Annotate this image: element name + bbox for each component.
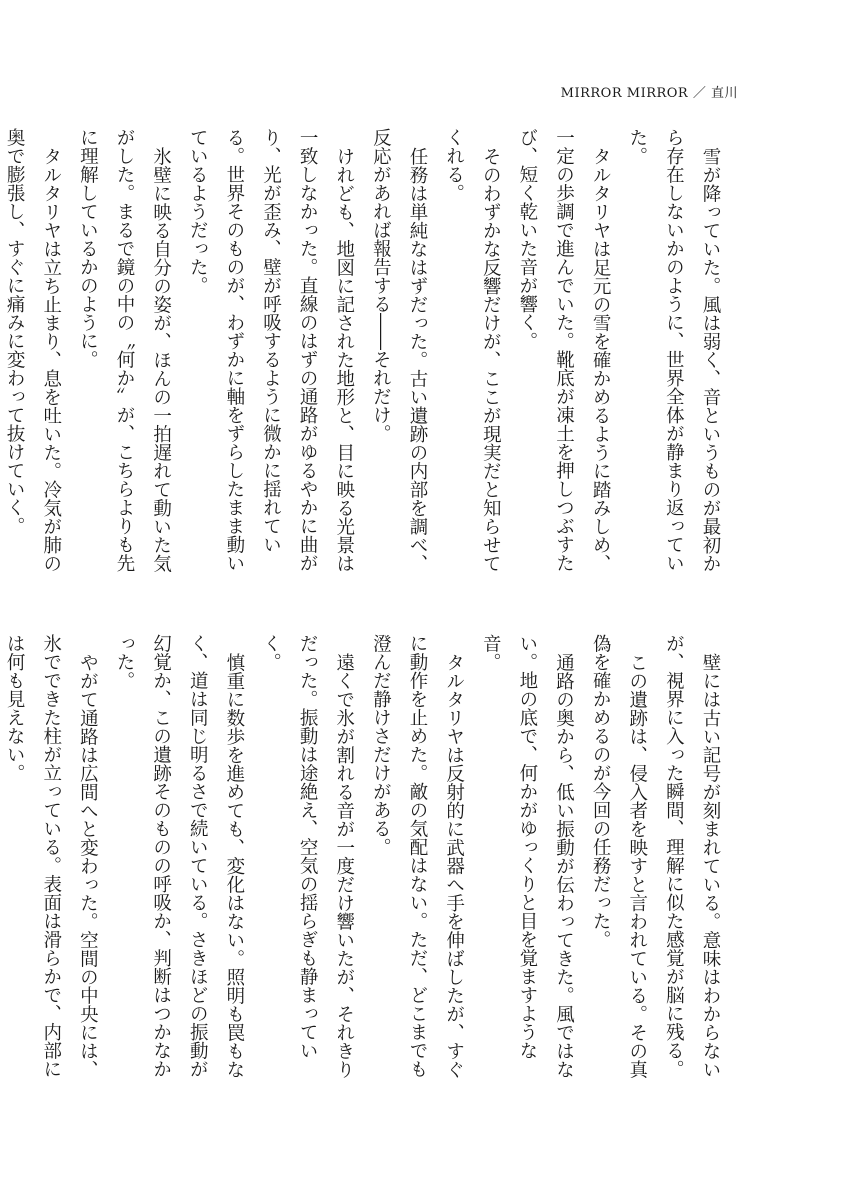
paragraph: 雪が降っていた。風は弱く、音というものが最初から存在しないかのように、世界全体が静まり返っていた。: [626, 128, 721, 572]
paragraph: タルタリヤは立ち止まり、息を吐いた。冷気が肺の奥で膨張し、すぐに痛みに変わって抜けていく。: [4, 128, 62, 572]
running-header: MIRROR MIRROR ／ 直川: [560, 86, 738, 101]
paragraph: やがて通路は広間へと変わった。空間の中央には、氷でできた柱が立っている。表面は滑らかで、内部には何も見えない。: [4, 634, 99, 1078]
paragraph: タルタリヤは足元の雪を確かめるように踏みしめ、一定の歩調で進んでいた。靴底が凍土を押しつぶすたび、短く乾いた音が響く。: [516, 128, 612, 572]
paragraph: そのわずかな反響だけが、ここが現実だと知らせてくれる。: [443, 128, 502, 572]
upper-text-block: [4, 128, 728, 590]
lower-text-block: [4, 634, 728, 1096]
paragraph: 任務は単純なはずだった。古い遺跡の内部を調べ、反応があれば報告する――それだけ。: [370, 128, 428, 572]
paragraph: この遺跡は、侵入者を映すと言われている。その真偽を確かめるのが今回の任務だった。: [590, 634, 648, 1078]
paragraph: 氷壁に映る自分の姿が、ほんの一拍遅れて動いた気がした。まるで鏡の中の〝何か〟が、こちらよりも先に理解しているかのように。: [77, 128, 172, 572]
paragraph: 通路の奥から、低い振動が伝わってきた。風ではない。地の底で、何かがゆっくりと目を覚ますような音。: [480, 634, 575, 1078]
paragraph: けれども、地図に記された地形と、目に映る光景は一致しなかった。直線のはずの通路がゆるやかに曲がり、光が歪み、壁が呼吸するように微かに揺れている。世界そのものが、わずかに軸をずらしたまま動いているようだった。: [187, 128, 355, 572]
paragraph: 壁には古い記号が刻まれている。意味はわからないが、視界に入った瞬間、理解に似た感覚が脳に残る。: [663, 634, 721, 1078]
paragraph: タルタリヤは反射的に武器へ手を伸ばしたが、すぐに動作を止めた。敵の気配はない。ただ、どこまでも澄んだ静けさだけがある。: [370, 634, 465, 1078]
paragraph: 慎重に数歩を進めても、変化はない。照明も罠もなく、道は同じ明るさで続いている。さきほどの振動が幻覚か、この遺跡そのものの呼吸か、判断はつかなかった。: [114, 634, 245, 1078]
paragraph: 遠くで氷が割れる音が一度だけ響いたが、それきりだった。振動は途絶え、空気の揺らぎも静まっていく。: [260, 634, 355, 1078]
